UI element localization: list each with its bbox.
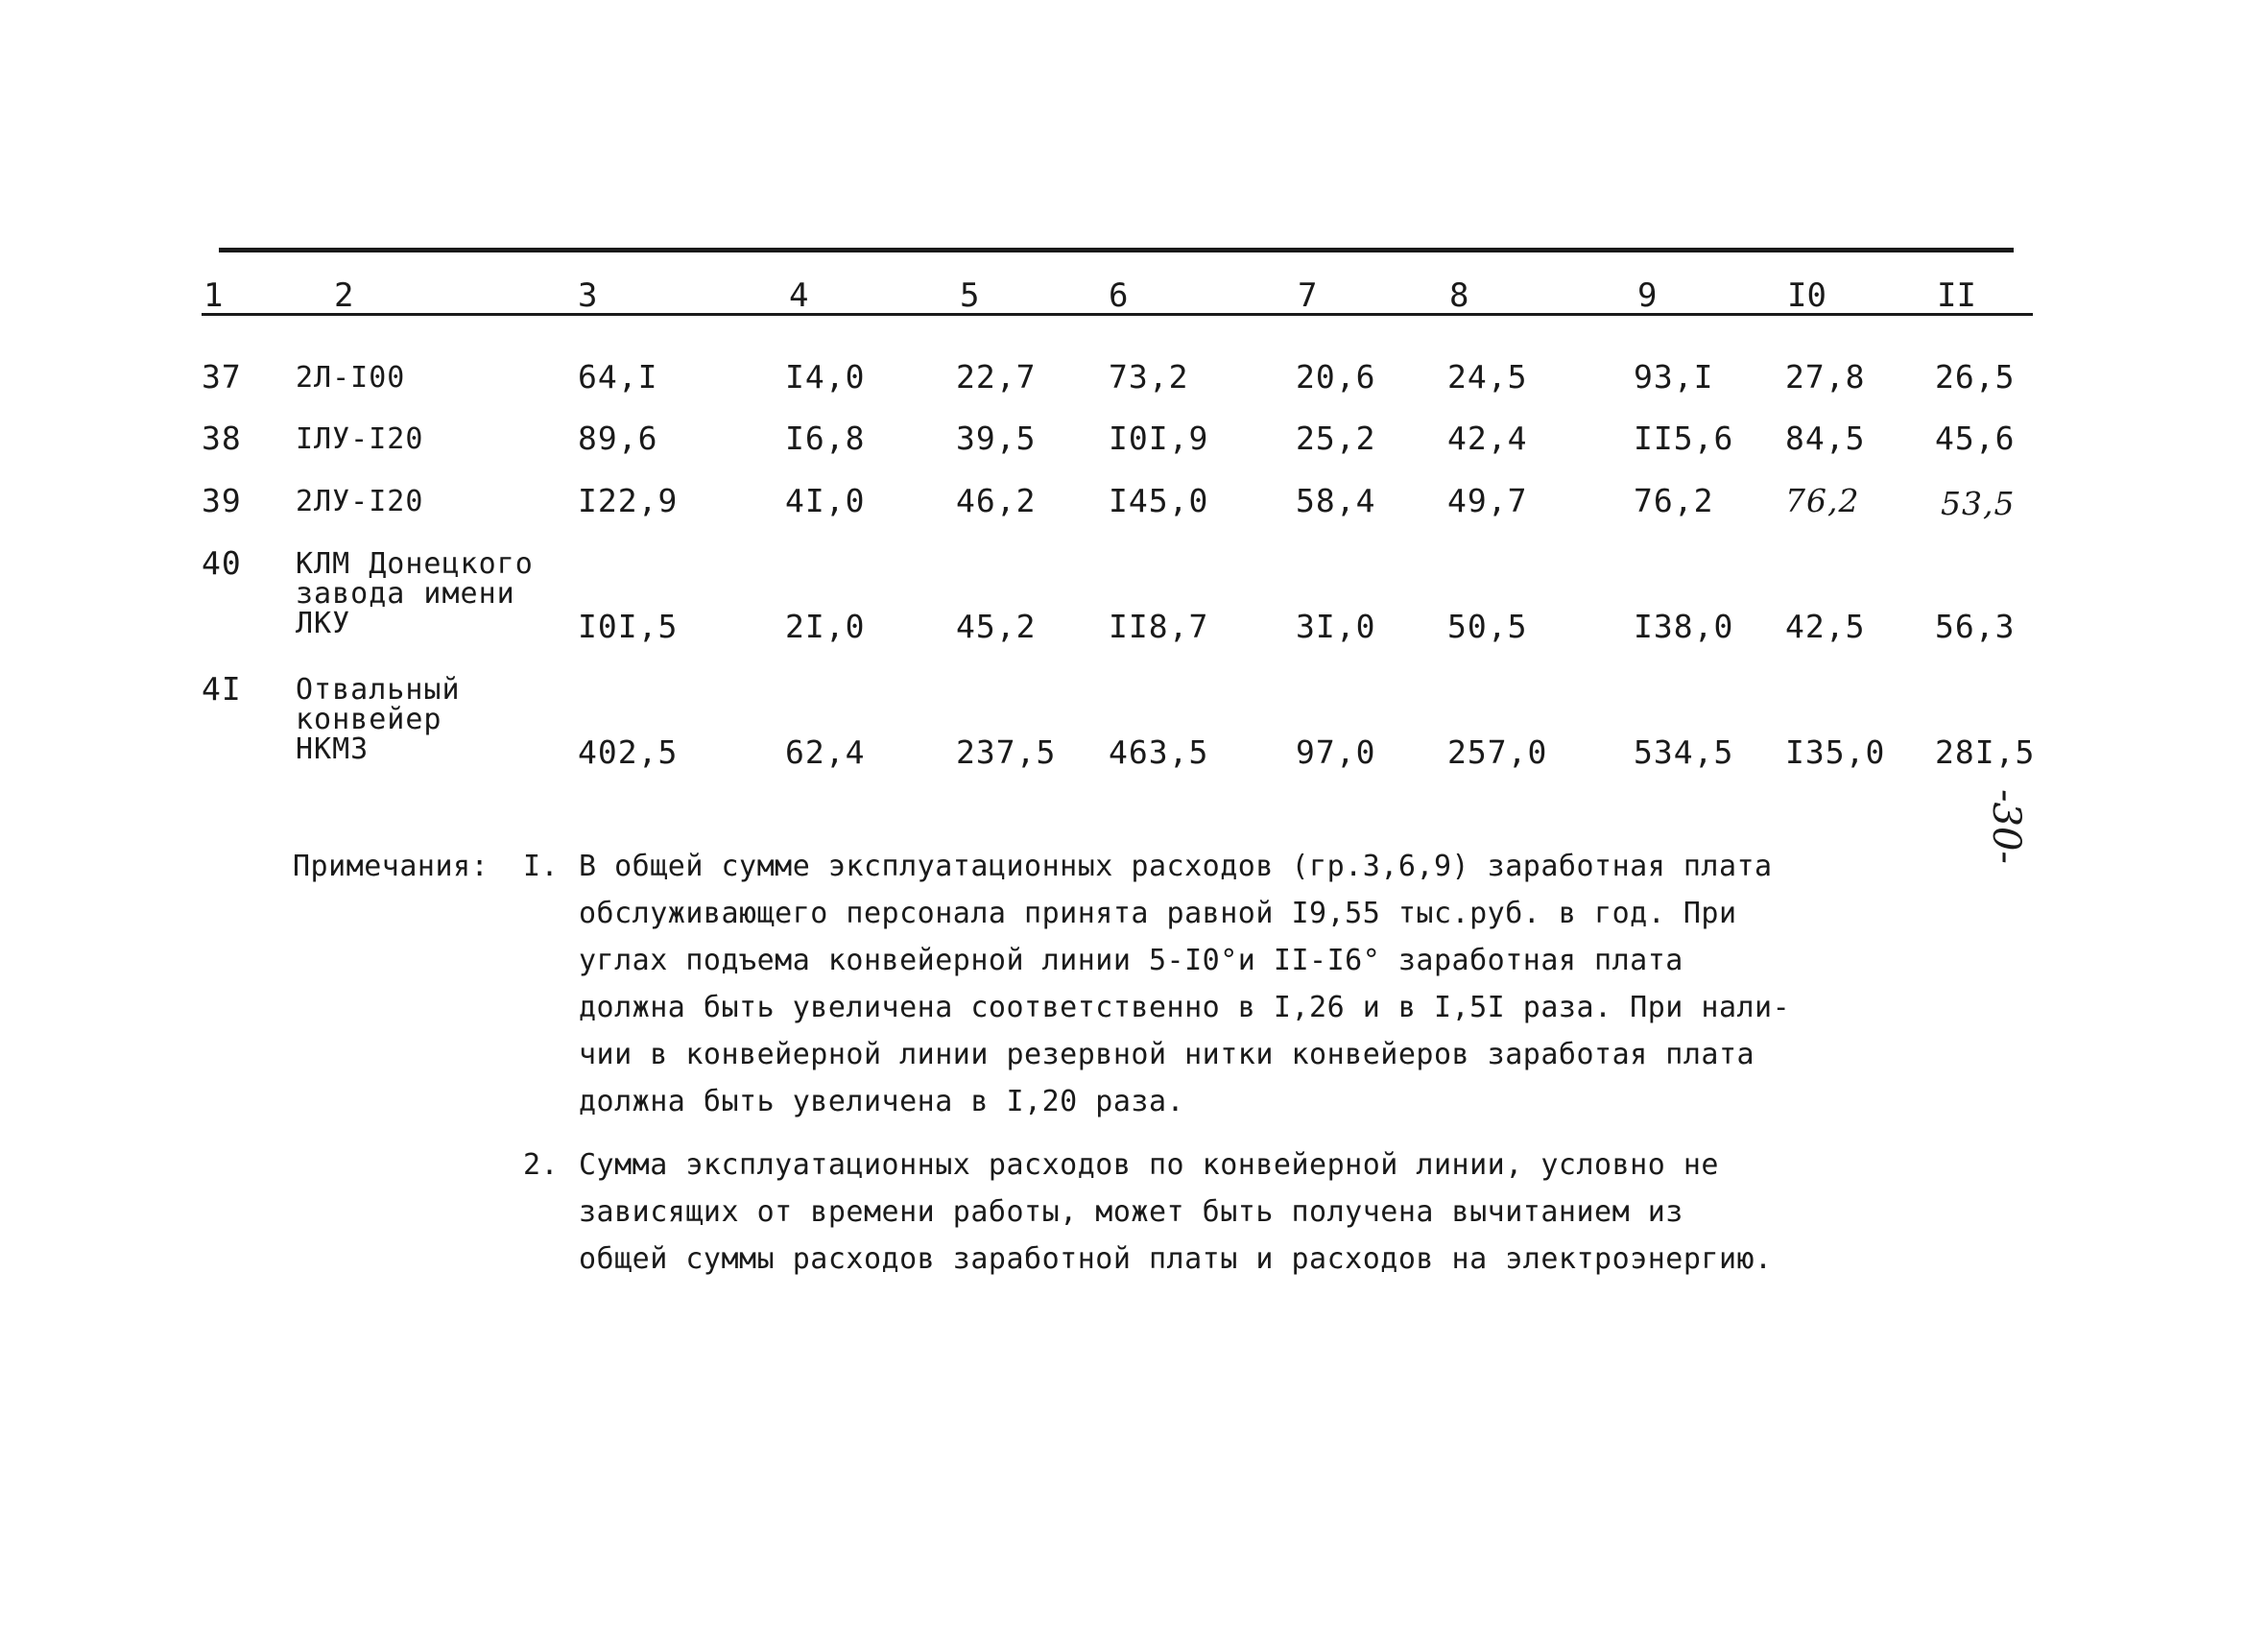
table-cell: I0I,9	[1109, 420, 1209, 457]
table-cell: 27,8	[1785, 358, 1866, 396]
table-cell: 46,2	[956, 482, 1037, 519]
table-cell: 58,4	[1296, 482, 1376, 519]
note-line: углах подъема конвейерной линии 5-I0°и II-I6° заработная плата	[579, 944, 1683, 977]
note-line: чии в конвейерной линии резервной нитки конвейеров заработая плата	[579, 1038, 1755, 1071]
table-cell: 257,0	[1447, 733, 1548, 771]
column-header-3: 3	[578, 276, 598, 315]
note-line: В общей сумме эксплуатационных расходов (гр.3,6,9) заработная плата	[579, 850, 1773, 883]
table-cell: 28I,5	[1935, 733, 2036, 771]
table-cell: 93,I	[1634, 358, 1714, 396]
table-cell: 62,4	[785, 733, 866, 771]
header-underline	[202, 313, 2033, 316]
column-header-4: 4	[789, 276, 809, 315]
table-cell: 25,2	[1296, 420, 1376, 457]
table-cell: I0I,5	[578, 608, 679, 645]
column-header-9: 9	[1637, 276, 1658, 315]
note-number: I.	[523, 850, 560, 883]
note-line: должна быть увеличена соответственно в I,26 и в I,5I раза. При нали-	[579, 991, 1791, 1024]
page-number: -30-	[1984, 789, 2028, 864]
column-header-5: 5	[960, 276, 980, 315]
column-header-8: 8	[1449, 276, 1469, 315]
table-cell: I45,0	[1109, 482, 1209, 519]
row-name: IЛУ-I20	[296, 422, 424, 456]
table-cell: 73,2	[1109, 358, 1189, 396]
column-header-1: 1	[203, 276, 224, 315]
table-cell: 39,5	[956, 420, 1037, 457]
note-number: 2.	[523, 1148, 560, 1182]
row-number: 40	[202, 544, 242, 582]
row-number: 4I	[202, 670, 242, 708]
table-cell: 76,2	[1634, 482, 1714, 519]
table-cell: 84,5	[1785, 420, 1866, 457]
row-number: 39	[202, 482, 242, 519]
table-cell: 534,5	[1634, 733, 1734, 771]
note-text	[579, 843, 1790, 1125]
notes-label: Примечания:	[293, 850, 489, 883]
column-header-2: 2	[334, 276, 354, 315]
table-cell: 2I,0	[785, 608, 866, 645]
table-cell: 64,I	[578, 358, 658, 396]
table-cell: 49,7	[1447, 482, 1528, 519]
table-cell: 50,5	[1447, 608, 1528, 645]
row-number: 37	[202, 358, 242, 396]
note-line: Сумма эксплуатационных расходов по конвейерной линии, условно не	[579, 1148, 1719, 1182]
column-header-6: 6	[1109, 276, 1129, 315]
table-cell: 45,6	[1935, 420, 2016, 457]
table-cell: I4,0	[785, 358, 866, 396]
table-cell: 402,5	[578, 733, 679, 771]
table-cell: 42,4	[1447, 420, 1528, 457]
table-cell: 26,5	[1935, 358, 2016, 396]
note-line: зависящих от времени работы, может быть получена вычитанием из	[579, 1195, 1683, 1229]
note-text	[579, 1141, 1773, 1283]
table-cell: 22,7	[956, 358, 1037, 396]
row-name: КЛМ Донецкого завода имени ЛКУ	[296, 547, 534, 640]
table-cell: 53,5	[1941, 485, 2016, 522]
table-cell: 3I,0	[1296, 608, 1376, 645]
note-line: должна быть увеличена в I,20 раза.	[579, 1085, 1185, 1118]
row-number: 38	[202, 420, 242, 457]
column-header-7: 7	[1298, 276, 1318, 315]
row-name: 2ЛУ-I20	[296, 485, 424, 518]
table-cell: 56,3	[1935, 608, 2016, 645]
table-cell: 97,0	[1296, 733, 1376, 771]
table-cell: 42,5	[1785, 608, 1866, 645]
table-cell: I35,0	[1785, 733, 1886, 771]
table-cell: I6,8	[785, 420, 866, 457]
row-name: 2Л-I00	[296, 361, 406, 395]
column-header-11: II	[1937, 276, 1976, 315]
row-name: Отвальный конвейер НКМЗ	[296, 673, 461, 766]
table-cell: 45,2	[956, 608, 1037, 645]
note-line: общей суммы расходов заработной платы и расходов на электроэнергию.	[579, 1242, 1773, 1276]
table-cell: II5,6	[1634, 420, 1734, 457]
table-cell: 463,5	[1109, 733, 1209, 771]
table-cell: 76,2	[1785, 482, 1860, 519]
table-cell: I38,0	[1634, 608, 1734, 645]
table-cell: II8,7	[1109, 608, 1209, 645]
table-cell: 24,5	[1447, 358, 1528, 396]
note-line: обслуживающего персонала принята равной I9,55 тыс.руб. в год. При	[579, 897, 1737, 930]
column-header-10: I0	[1787, 276, 1826, 315]
table-cell: 4I,0	[785, 482, 866, 519]
table-cell: 89,6	[578, 420, 658, 457]
table-cell: I22,9	[578, 482, 679, 519]
table-cell: 237,5	[956, 733, 1057, 771]
table-cell: 20,6	[1296, 358, 1376, 396]
table-top-rule	[219, 248, 2014, 252]
